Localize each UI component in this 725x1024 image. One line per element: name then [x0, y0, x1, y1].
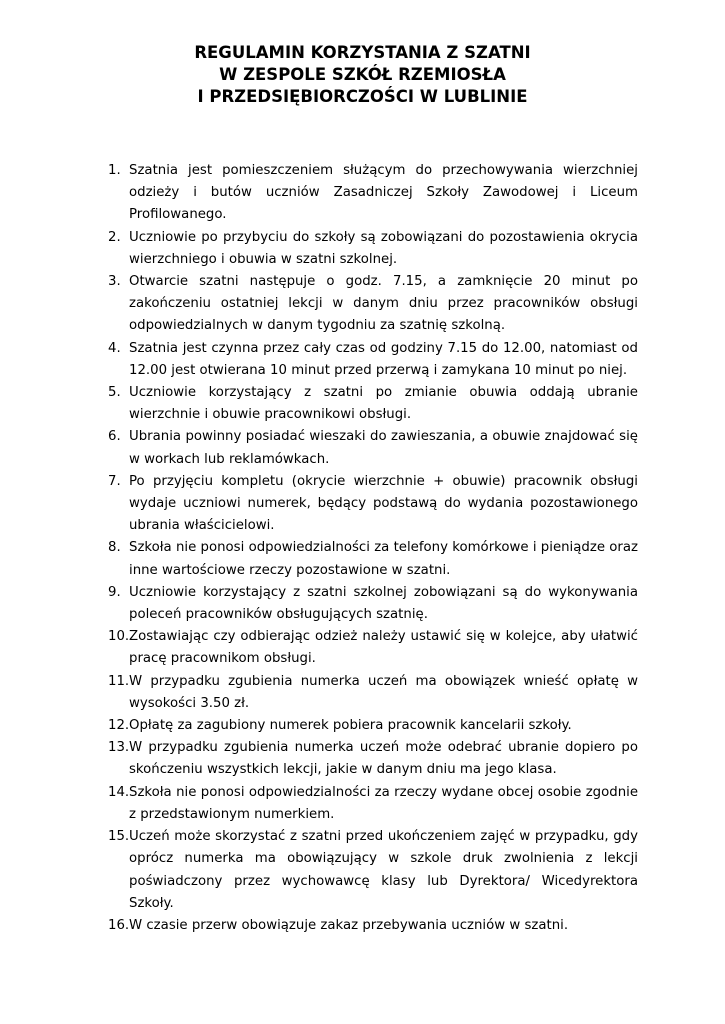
rule-text: Uczniowie korzystający z szatni po zmianie obuwia oddają ubranie wierzchnie i obuwie pracownikowi obsługi. [129, 385, 638, 423]
rule-item [108, 626, 638, 670]
rule-number: 14. [108, 784, 130, 800]
rule-item [108, 227, 638, 271]
rule-item [108, 271, 638, 338]
document-title [0, 42, 725, 108]
title-line-2: W ZESPOLE SZKÓŁ RZEMIOSŁA [219, 65, 506, 84]
rule-text: W czasie przerw obowiązuje zakaz przebywania uczniów w szatni. [129, 917, 569, 933]
rule-text: W przypadku zgubienia numerka uczeń może odebrać ubranie dopiero po skończeniu wszystkich lekcji, jakie w danym dniu ma jego klasa. [129, 740, 638, 778]
rule-number: 9. [108, 584, 121, 600]
rule-text: Uczniowie po przybyciu do szkoły są zobowiązani do pozostawienia okrycia wierzchniego i obuwia w szatni szkolnej. [129, 229, 638, 267]
rule-number: 1. [108, 163, 121, 178]
rule-number: 11. [108, 673, 130, 689]
rule-number: 15. [108, 829, 130, 845]
rule-number: 2. [108, 229, 121, 245]
rule-item [108, 782, 638, 826]
rule-text: Szkoła nie ponosi odpowiedzialności za rzeczy wydane obcej osobie zgodnie z przedstawionym numerkiem. [129, 784, 638, 822]
rule-text: Szatnia jest pomieszczeniem służącym do przechowywania wierzchniej odzieży i butów uczniów Zasadniczej Szkoły Zawodowej i Liceum Profilowanego. [129, 163, 638, 223]
rule-number: 10. [108, 629, 130, 645]
rule-item [108, 426, 638, 470]
title-line-3: I PRZEDSIĘBIORCZOŚCI W LUBLINIE [197, 87, 528, 106]
rule-text: Ubrania powinny posiadać wieszaki do zawieszania, a obuwie znajdować się w workach lub reklamówkach. [129, 429, 638, 467]
rule-item [108, 382, 638, 426]
rule-number: 8. [108, 540, 121, 556]
rule-text: Zostawiając czy odbierając odzież należy ustawić się w kolejce, aby ułatwić pracę pracownikom obsługi. [129, 629, 638, 667]
rule-item [108, 471, 638, 538]
rule-item [108, 715, 638, 737]
rule-number: 7. [108, 473, 121, 489]
rule-number: 13. [108, 740, 130, 756]
rule-number: 6. [108, 429, 121, 445]
rules-list [108, 160, 638, 937]
rule-text: Po przyjęciu kompletu (okrycie wierzchnie + obuwie) pracownik obsługi wydaje uczniowi numerek, będący podstawą do wydania pozostawionego ubrania właścicielowi. [129, 473, 638, 534]
rule-item [108, 826, 638, 915]
rule-text: Opłatę za zagubiony numerek pobiera pracownik kancelarii szkoły. [129, 718, 572, 734]
rule-text: Uczeń może skorzystać z szatni przed ukończeniem zajęć w przypadku, gdy oprócz numerka ma obowiązujący w szkole druk zwolnienia z lekcji poświadczony przez wychowawcę klasy lub Dyrektora/ Wicedyrektora Szkoły. [129, 829, 638, 911]
rule-text: Otwarcie szatni następuje o godz. 7.15, a zamknięcie 20 minut po zakończeniu ostatniej lekcji w danym dniu przez pracowników obsługi odpowiedzialnych w danym tygodniu za szatnię szkolną. [129, 274, 638, 334]
rule-number: 3. [108, 274, 121, 290]
rule-item [108, 160, 638, 227]
rule-number: 5. [108, 385, 121, 401]
rule-item [108, 671, 638, 715]
rule-number: 4. [108, 340, 121, 356]
rule-item [108, 537, 638, 581]
rule-item [108, 737, 638, 781]
rule-item [108, 582, 638, 626]
rule-text: Szatnia jest czynna przez cały czas od godziny 7.15 do 12.00, natomiast od 12.00 jest otwierana 10 minut przed przerwą i zamykana 10 minut po niej. [129, 340, 638, 378]
rule-text: Uczniowie korzystający z szatni szkolnej zobowiązani są do wykonywania poleceń pracowników obsługujących szatnię. [129, 584, 638, 623]
rule-item [108, 338, 638, 382]
rule-number: 12. [108, 718, 130, 734]
rule-text: Szkoła nie ponosi odpowiedzialności za telefony komórkowe i pieniądze oraz inne wartościowe rzeczy pozostawione w szatni. [129, 540, 638, 578]
rule-number: 16. [108, 917, 130, 933]
rule-item [108, 915, 638, 937]
title-line-1: REGULAMIN KORZYSTANIA Z SZATNI [194, 43, 531, 62]
rule-text: W przypadku zgubienia numerka uczeń ma obowiązek wnieść opłatę w wysokości 3.50 zł. [129, 673, 638, 711]
